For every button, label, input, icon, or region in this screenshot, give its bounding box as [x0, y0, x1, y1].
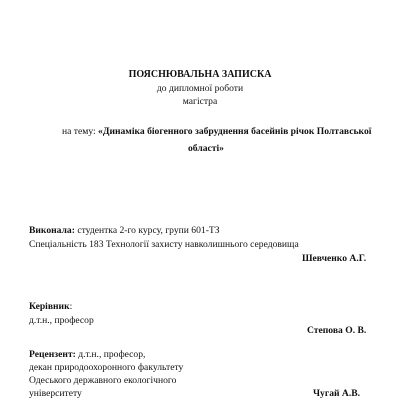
- reviewer-name: Чугай А.В.: [313, 388, 361, 399]
- supervisor-label: Керівник: [29, 301, 70, 312]
- student-specialty: Спеціальність 183 Технології захисту навколишнього середовища: [29, 239, 299, 250]
- reviewer-institution-line-1: Одеського державного екологічного: [29, 375, 177, 386]
- reviewer-degree: д.т.н., професор,: [75, 349, 146, 360]
- student-info: студентка 2-го курсу, групи 601-ТЗ: [74, 225, 220, 236]
- supervisor-degree: д.т.н., професор: [29, 315, 94, 326]
- reviewer-label: Рецензент:: [29, 349, 76, 360]
- supervisor-colon: :: [69, 301, 73, 312]
- degree-level: магістра: [182, 96, 218, 107]
- student-name: Шевченко А.Г.: [302, 253, 367, 264]
- document-title: ПОЯСНЮВАЛЬНА ЗАПИСКА: [128, 69, 272, 80]
- topic-line-1: [62, 127, 371, 137]
- supervisor-name: Степова О. В.: [307, 325, 367, 336]
- supervisor-line: [29, 302, 72, 312]
- reviewer-line: [29, 350, 145, 360]
- reviewer-position: декан природоохоронного факультету: [29, 362, 184, 373]
- student-label: Виконала:: [29, 225, 75, 236]
- student-line: [29, 226, 220, 236]
- topic-title-line-2: області»: [188, 143, 224, 154]
- topic-title: «Динаміка біогенного забруднення басейнів річок Полтавської: [98, 126, 372, 137]
- document-subtitle: до дипломної роботи: [156, 83, 244, 94]
- topic-prefix: на тему:: [62, 126, 99, 137]
- reviewer-institution-line-2: університету: [29, 388, 82, 399]
